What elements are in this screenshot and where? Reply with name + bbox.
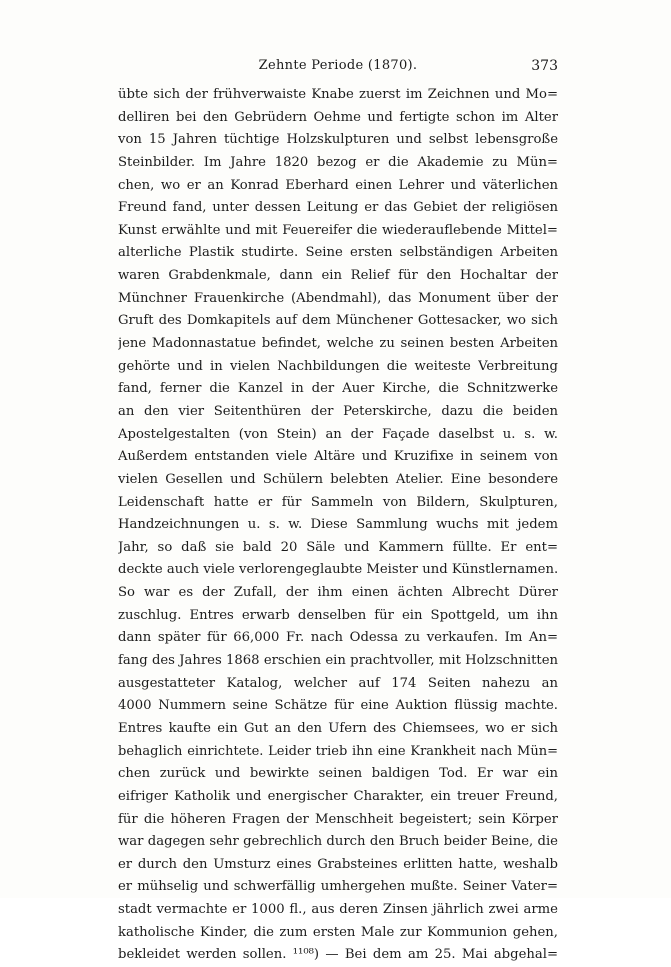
text-line: Apostelgestalten (von Stein) an der Façade daselbst u. s. w.	[118, 426, 558, 442]
text-line: Münchner Frauenkirche (Abendmahl), das Monument über der	[118, 290, 558, 306]
text-line: fang des Jahres 1868 erschien ein prachtvoller, mit Holzschnitten	[118, 653, 558, 669]
text-line: 4000 Nummern seine Schätze für eine Auktion flüssig machte.	[118, 698, 558, 714]
text-line: zuschlug. Entres erwarb denselben für ein Spottgeld, um ihn	[118, 607, 558, 623]
text-line: Handzeichnungen u. s. w. Diese Sammlung wuchs mit jedem	[118, 517, 558, 533]
text-line: gehörte und in vielen Nachbildungen die weiteste Verbreitung	[118, 358, 558, 374]
text-line: stadt vermachte er 1000 fl., aus deren Zinsen jährlich zwei arme	[118, 902, 558, 918]
text-line: fand, ferner die Kanzel in der Auer Kirche, die Schnitzwerke	[118, 381, 558, 397]
text-line: So war es der Zufall, der ihm einen ächten Albrecht Dürer	[118, 585, 558, 601]
text-line: an den vier Seitenthüren der Peterskirche, dazu die beiden	[118, 403, 558, 419]
text-line: katholische Kinder, die zum ersten Male zur Kommunion gehen,	[118, 924, 558, 940]
text-line: Gruft des Domkapitels auf dem Münchener Gottesacker, wo sich	[118, 313, 558, 329]
text-line: übte sich der frühverwaiste Knabe zuerst im Zeichnen und Mo=	[118, 87, 558, 102]
text-line: Leidenschaft hatte er für Sammeln von Bildern, Skulpturen,	[118, 494, 558, 510]
text-line: Entres kaufte ein Gut an den Ufern des Chiemsees, wo er sich	[118, 720, 558, 736]
text-line: delliren bei den Gebrüdern Oehme und fertigte schon im Alter	[118, 109, 558, 125]
text-line: behaglich einrichtete. Leider trieb ihn eine Krankheit nach Mün=	[118, 743, 558, 759]
text-line: ausgestatteter Katalog, welcher auf 174 Seiten nahezu an	[118, 675, 558, 691]
text-line: er durch den Umsturz eines Grabsteines erlitten hatte, weshalb	[118, 856, 558, 872]
text-line: alterliche Plastik studirte. Seine ersten selbständigen Arbeiten	[118, 245, 558, 261]
text-line: war dagegen sehr gebrechlich durch den Bruch beider Beine, die	[118, 834, 558, 850]
text-line: jene Madonnastatue befindet, welche zu seinen besten Arbeiten	[118, 336, 558, 352]
text-line: er mühselig und schwerfällig umhergehen mußte. Seiner Vater=	[118, 879, 558, 895]
text-line: chen zurück und bewirkte seinen baldigen Tod. Er war ein	[118, 766, 558, 782]
text-line: Außerdem entstanden viele Altäre und Kruzifixe in seinem von	[118, 449, 558, 465]
text-line: für die höheren Fragen der Menschheit begeistert; sein Körper	[118, 811, 558, 827]
text-line: Kunst erwählte und mit Feuereifer die wiederauflebende Mittel=	[118, 222, 558, 238]
text-line: chen, wo er an Konrad Eberhard einen Lehrer und väterlichen	[118, 177, 558, 193]
text-line: waren Grabdenkmale, dann ein Relief für den Hochaltar der	[118, 268, 558, 284]
text-line: vielen Gesellen und Schülern belebten Atelier. Eine besondere	[118, 471, 558, 487]
page-number: 373	[531, 58, 558, 74]
running-head	[118, 58, 558, 78]
text-line: Steinbilder. Im Jahre 1820 bezog er die Akademie zu Mün=	[118, 154, 558, 170]
running-title: Zehnte Periode (1870).	[258, 58, 418, 73]
text-line: Freund fand, unter dessen Leitung er das Gebiet der religiösen	[118, 200, 558, 216]
text-line: Jahr, so daß sie bald 20 Säle und Kammern füllte. Er ent=	[118, 539, 558, 555]
text-line: deckte auch viele verlorengeglaubte Meister und Künstlernamen.	[118, 562, 558, 578]
text-line: eifriger Katholik und energischer Charakter, ein treuer Freund,	[118, 788, 558, 804]
text-line: dann später für 66,000 Fr. nach Odessa zu verkaufen. Im An=	[118, 630, 558, 646]
text-line: bekleidet werden sollen. ¹¹⁰⁸) — Bei dem am 25. Mai abgehal=	[118, 947, 558, 963]
text-line: von 15 Jahren tüchtige Holzskulpturen und selbst lebensgroße	[118, 132, 558, 148]
body-text	[118, 84, 558, 967]
